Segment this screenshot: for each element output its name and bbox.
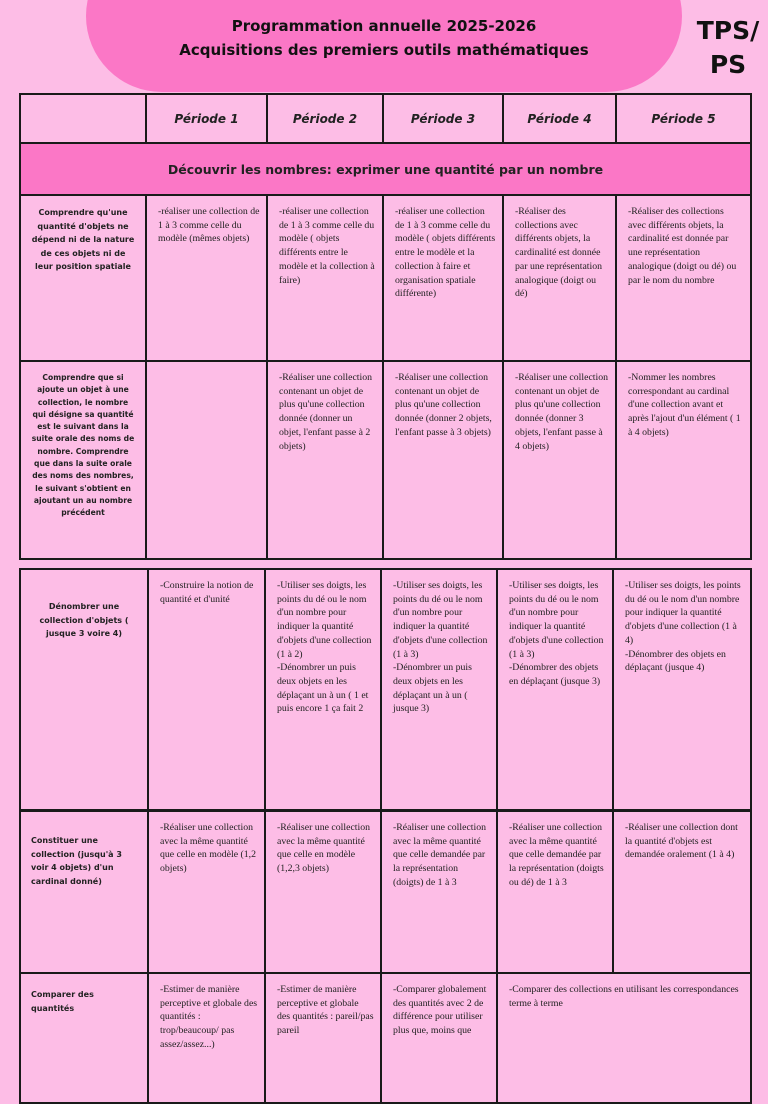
table-cell: -Réaliser une collection dont la quantité d'objets est demandée oralement (1 à 4) [613,811,751,974]
table-cell: -réaliser une collection de 1 à 3 comme celle du modèle ( objets différents entre le modèle et la collection à faire) [267,195,383,361]
table-cell: -Nommer les nombres correspondant au cardinal d'une collection avant et après l'ajout d'un élément ( 1 à 4 objets) [616,361,751,559]
section-title: Découvrir les nombres: exprimer une quantité par un nombre [20,143,751,195]
table-cell: -Réaliser une collection avec la même quantité que celle demandée par la représentation (doigts ou dé) de 1 à 3 [497,811,613,974]
class-level-line-1: TPS/ [696,16,760,45]
table-row [20,811,751,974]
class-level [688,14,768,82]
table-row [20,569,751,811]
table-cell: -Utiliser ses doigts, les points du dé ou le nom d'un nombre pour indiquer la quantité d'objets d'une collection (1 à 2) -Dénombrer un puis deux objets en les déplaçant un à un ( 1 et puis encore 1 ça fait 2 [265,569,381,811]
row-label: Constituer une collection (jusqu'à 3 voir 4 objets) d'un cardinal donné) [20,811,148,974]
table-row [20,195,751,361]
table-cell: -Utiliser ses doigts, les points du dé ou le nom d'un nombre pour indiquer la quantité d'objets d'une collection (1 à 3) -Dénombrer un puis deux objets en les déplaçant un à un ( jusque 3) [381,569,497,811]
class-level-line-2: PS [709,50,747,79]
table-cell: -Réaliser une collection avec la même quantité que celle en modèle (1,2 objets) [148,811,265,974]
table-cell: -Réaliser une collection contenant un objet de plus qu'une collection donnée (donner 3 objets, l'enfant passe à 4 objets) [503,361,616,559]
table-cell: -Réaliser une collection contenant un objet de plus qu'une collection donnée (donner un objet, l'enfant passe à 2 objets) [267,361,383,559]
table-cell: -Réaliser des collections avec différents objets, la cardinalité est donnée par une représentation analogique (doigt ou dé) ou par le nom du nombre [616,195,751,361]
row-label: Comprendre qu'une quantité d'objets ne dépend ni de la nature de ces objets ni de leur position spatiale [20,195,146,361]
table-row [20,973,751,1103]
header-periode-2: Période 2 [267,94,383,143]
table-cell: -Réaliser une collection avec la même quantité que celle en modèle (1,2,3 objets) [265,811,381,974]
header-periode-5: Période 5 [616,94,751,143]
table-header-row [20,94,751,143]
header-periode-4: Période 4 [503,94,616,143]
programme-table-1 [19,93,752,560]
table-cell: -Construire la notion de quantité et d'unité [148,569,265,811]
table-cell: -Réaliser une collection contenant un objet de plus qu'une collection donnée (donner 2 objets, l'enfant passe à 3 objets) [383,361,503,559]
table-cell: -Estimer de manière perceptive et globale des quantités : trop/beaucoup/ pas assez/assez...) [148,973,265,1103]
row-label: Comprendre que si ajoute un objet à une collection, le nombre qui désigne sa quantité est le suivant dans la suite orale des noms de nombre. Comprendre que dans la suite orale des noms des nombres, le suivant s'obtient en ajoutant un au nombre précédent [20,361,146,559]
header-periode-3: Période 3 [383,94,503,143]
page-title [86,14,682,62]
header-corner-cell [20,94,146,143]
table-cell: -réaliser une collection de 1 à 3 comme celle du modèle (mêmes objets) [146,195,267,361]
title-line-1: Programmation annuelle 2025-2026 [231,17,537,35]
row-label: Comparer des quantités [20,973,148,1103]
table-cell: -Utiliser ses doigts, les points du dé ou le nom d'un nombre pour indiquer la quantité d'objets d'une collection (1 à 3) -Dénombrer des objets en déplaçant (jusque 3) [497,569,613,811]
table-cell: -Réaliser des collections avec différents objets, la cardinalité est donnée par une représentation analogique (doigt ou dé) [503,195,616,361]
title-line-2: Acquisitions des premiers outils mathématiques [179,41,589,59]
table-row [20,361,751,559]
table-cell: -Utiliser ses doigts, les points du dé ou le nom d'un nombre pour indiquer la quantité d'objets d'une collection (1 à 4) -Dénombrer des objets en déplaçant (jusque 4) [613,569,751,811]
table-cell: -Estimer de manière perceptive et globale des quantités : pareil/pas pareil [265,973,381,1103]
header-periode-1: Période 1 [146,94,267,143]
table-cell: -Comparer des collections en utilisant les correspondances terme à terme [497,973,751,1103]
table-cell: -Comparer globalement des quantités avec 2 de différence pour utiliser plus que, moins que [381,973,497,1103]
table-cell [146,361,267,559]
row-label: Dénombrer une collection d'objets ( jusque 3 voire 4) [20,569,148,811]
table-cell: -réaliser une collection de 1 à 3 comme celle du modèle ( objets différents entre le modèle et la collection à faire et organisation spatiale différente) [383,195,503,361]
table-cell: -Réaliser une collection avec la même quantité que celle demandée par la représentation (doigts) de 1 à 3 [381,811,497,974]
section-row [20,143,751,195]
